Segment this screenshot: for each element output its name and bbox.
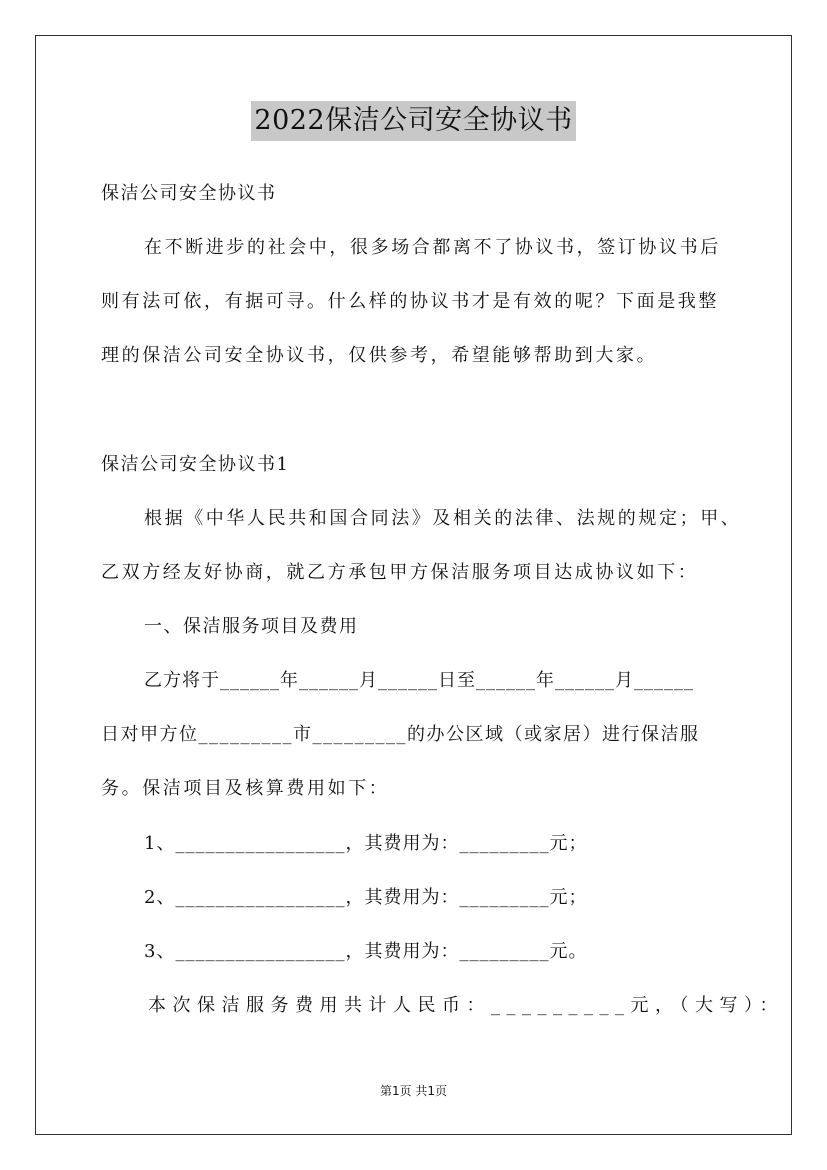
fee-item-line: 2、_________________，其费用为：_________元；	[144, 887, 588, 908]
paragraph-line: 乙双方经友好协商，就乙方承包甲方保洁服务项目达成协议如下：	[101, 562, 699, 583]
section-heading: 保洁公司安全协议书1	[101, 454, 290, 475]
paragraph-line: 务。保洁项目及核算费用如下：	[101, 778, 390, 799]
paragraph-line: 根据《中华人民共和国合同法》及相关的法律、法规的规定；甲、	[144, 508, 742, 529]
paragraph-line: 理的保洁公司安全协议书，仅供参考，希望能够帮助到大家。	[101, 345, 658, 366]
paragraph-line: 则有法可依，有据可寻。什么样的协议书才是有效的呢？下面是我整	[101, 291, 719, 312]
fee-item-line: 1、_________________，其费用为：_________元；	[144, 833, 588, 854]
paragraph-line: 乙方将于______年______月______日至______年______月______	[144, 670, 694, 691]
fee-item-line: 3、_________________，其费用为：_________元。	[144, 941, 588, 962]
section-heading: 保洁公司安全协议书	[101, 183, 277, 204]
total-fee-line: 本次保洁服务费用共计人民币：_________元，（大写）：	[148, 995, 784, 1016]
paragraph-line: 日对甲方位_________市_________的办公区域（或家居）进行保洁服	[101, 724, 700, 745]
paragraph-line: 在不断进步的社会中，很多场合都离不了协议书，签订协议书后	[144, 237, 721, 258]
clause-heading: 一、保洁服务项目及费用	[144, 616, 359, 637]
document-title: 2022保洁公司安全协议书	[251, 101, 575, 141]
page-footer: 第1页 共1页	[379, 1084, 448, 1098]
title-container	[0, 101, 827, 141]
